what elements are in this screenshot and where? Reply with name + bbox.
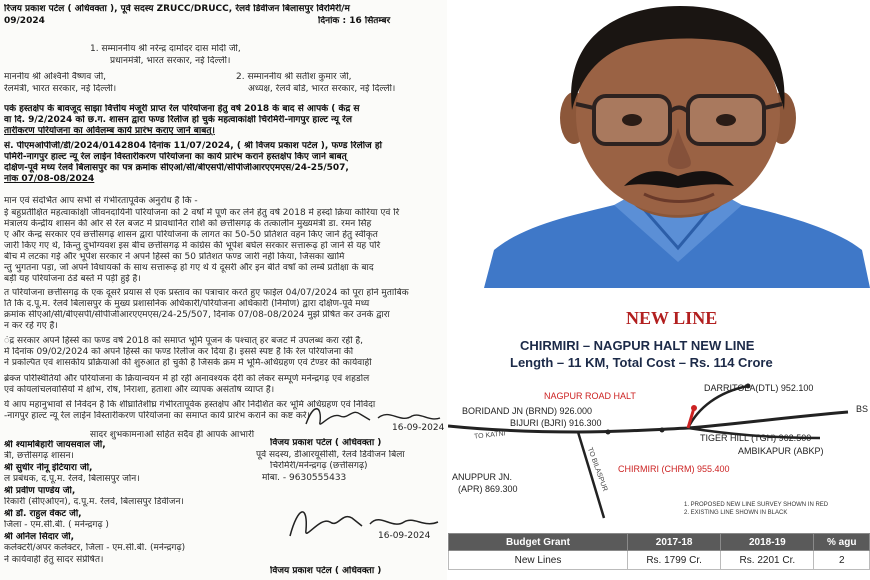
letter-ref: 09/2024 xyxy=(4,16,45,26)
table-row xyxy=(449,551,870,570)
copy-line: श्री प्रवीण पाण्डेय जी, xyxy=(4,486,76,496)
body-line: ति कि द.पू.म. रेलवे बिलासपुर के मुख्य प्रशासनिक अधिकारी/परियोजना अधिकारी (निर्माण) द्वारा दक्षिण-पूर्व मध्य xyxy=(4,299,370,309)
notice-title: NEW LINE xyxy=(626,308,718,328)
signatory-phone: मोबा. - 9630555433 xyxy=(262,473,347,483)
body-line: क्रमांक सीएओ/सी/बीएसपी/सीपीजीआरएएमएस/24-25/507, दिनांक 07/08-08/2024 मुझे प्रेषित कर उनके द्वारा xyxy=(4,310,390,320)
body-line: -नागपुर हाल्ट न्यू रेल लाईन विस्तारीकरण परियोजना का समाप्त कार्य प्रारंभ कराने का कष्ट करें। xyxy=(4,411,310,421)
station-anuppur-code: (APR) 869.300 xyxy=(458,484,518,494)
addressee-1: 1. सम्माननीय श्री नरेन्द्र दामोदर दास मोदी जी, xyxy=(90,44,241,54)
budget-header-cell: Budget Grant xyxy=(449,534,628,551)
signature-1 xyxy=(300,398,445,434)
signatory-name: विजय प्रकाश पटेल ( अधिवक्ता ) xyxy=(270,438,382,448)
body-line: ने प्रकल्पित एवं शासकीय प्रक्रियाओं की शुरुआत हो चुकी है जिसके क्रम में भूमि-अधिग्रहण एवं टेण्डर की कार्यवाही xyxy=(4,358,372,368)
budget-header-row xyxy=(449,534,870,551)
station-bijuri: BIJURI (BJRI) 916.300 xyxy=(510,418,602,428)
budget-cell: Rs. 2201 Cr. xyxy=(721,551,814,570)
budget-header-cell: % agu xyxy=(814,534,870,551)
body-line: न कर रहे गए हैं। xyxy=(4,321,58,331)
station-ambikapur: AMBIKAPUR (ABKP) xyxy=(738,446,824,456)
body-line: ए और केन्द्र सरकार एवं छत्तीसगढ़ शासन द्वारा परियोजना के लागत का 50-50 प्रतिशत वहन किए जाने हेतु स्वीकृत xyxy=(4,230,378,240)
copy-line: श्री श्यामबिहारी जायसवाल जी, xyxy=(4,440,106,450)
copy-line: श्री सुधीर नीनू इंटियारा जी, xyxy=(4,463,93,473)
direction-bilaspur: TO BILASPUR xyxy=(585,446,609,493)
copy-line: जिला - एम.सी.बी. ( मनेन्द्रगढ़ ) xyxy=(4,520,109,530)
body-line: ई बहुप्रतीक्षित महत्वाकांक्षी जीवनदायिनी परियोजना को 2 वर्षों में पूर्ण कर लेने हेतु वर्ष 2018 में हस्दो क्रिया कोरिया एवं रि xyxy=(4,208,400,218)
station-chirmiri: CHIRMIRI (CHRM) 955.400 xyxy=(618,464,730,474)
reference-line-2: पमिरी-नागपुर हाल्ट न्यू रेल लाईन विस्तारीकरण परियोजना का कार्य प्रारंभ कराने हस्तक्षेप किए जाने बाबत् xyxy=(4,152,347,162)
station-nagpur: NAGPUR ROAD HALT xyxy=(544,391,636,401)
body-line: जारी किए गए थे, किन्तु दुर्भाग्यवश इस बीच छत्तीसगढ़ में कांग्रेस की भूपेश बघेल सरकार सत्तारूढ़ हो जाने से यह परि xyxy=(4,241,381,251)
reference-line-1: सं. पीएमओपीजी/डी/2024/0142804 दिनांक 11/07/2024, ( श्री विजय प्रकाश पटेल ), फण्ड रिलीज हो xyxy=(4,141,382,151)
addressee-2-role: रेलमंत्री, भारत सरकार, नई दिल्ली। xyxy=(4,84,117,94)
body-line: में दिनांक 09/02/2024 को अपने हिस्से का फण्ड रिलीज कर दिया है। इससे स्पष्ट है कि रेल परियोजना की xyxy=(4,347,354,357)
letter-header: रिजय प्रकाश पटेल ( अधिवक्ता ), पूर्व सदस्य ZRUCC/DRUCC, रेलवे डिवीजन बिलासपुर विरमिरी/म xyxy=(4,4,350,14)
station-anuppur: ANUPPUR JN. xyxy=(452,472,513,482)
copy-line: त्री, छत्तीसगढ़ शासन। xyxy=(4,451,74,461)
copy-line: श्री अनिल सिदार जी, xyxy=(4,532,75,542)
addressee-1-role: प्रधानमंत्री, भारत सरकार, नई दिल्ली। xyxy=(110,56,231,66)
body-line: मंत्रालय केन्द्रीय शासन की ओर से रेल बजट में प्रावधानित राशि को छत्तीसगढ़ के तत्कालीन मुख्यमंत्री डा. रमन सिंह xyxy=(4,219,372,229)
station-tiger-hill: TIGER HILL (TGH) 962.500 xyxy=(700,433,812,443)
signatory-line: पूर्व सदस्य, डीआरयूसीसी, रेलवे डिवीजन बिला xyxy=(256,450,405,460)
station-edge-label: BS xyxy=(856,404,869,414)
budget-cell: 2 xyxy=(814,551,870,570)
body-line: ये आप महानुभावों से निवेदन है कि शीघ्रातिशीघ्र गंभीरतापूर्वक हस्तक्षेप और निर्देशित कर भूमि अधिग्रहण एवं निविदा xyxy=(4,400,376,410)
subject-line-3: तारीकरण परियोजना का अविलम्ब कार्य प्रारंभ कराए जाने बाबत्। xyxy=(4,126,215,136)
body-line: न्तु भुगतना पड़ा, जो अपने विधायकों के साथ सत्तारूढ़ हो गए थे ये दूसरी और इन बीते वर्षों को लम्बे प्रतीक्षा के बाद xyxy=(4,263,374,273)
addressee-2: माननीय श्री अश्विनी वैष्णव जी, xyxy=(4,72,107,82)
body-line: मान एवं संदर्भित आप सभी से गंभीरतापूर्वक अनुरोध है कि - xyxy=(4,196,198,206)
notice-route: CHIRMIRI – NAGPUR HALT NEW LINE xyxy=(520,338,755,353)
copy-line: ल प्रबंधक, द.पू.म. रेलवे, बिलासपुर जोन। xyxy=(4,474,140,484)
copy-line: रिकारी (सीएओएन), द.पू.म. रेलवे, बिलासपुर डिवीजन। xyxy=(4,497,184,507)
new-line-notice xyxy=(448,288,870,580)
budget-table xyxy=(448,533,870,570)
signatory-line: चिरमिरी/मनेन्द्रगढ़ (छत्तीसगढ़) xyxy=(270,461,368,471)
signature-1-date: 16-09-2024 xyxy=(392,423,445,433)
body-line: बीच में लटका गई और भूपेश सरकार ने अपने हिस्से का 50 प्रतिशत फण्ड जारी नहीं किया, जिसका खामि xyxy=(4,252,345,262)
addressee-3: 2. सम्माननीय श्री सतीश कुमार जी, xyxy=(236,72,352,82)
legend-proposed: 1. PROPOSED NEW LINE SURVEY SHOWN IN RED xyxy=(684,502,829,508)
station-darritola: DARRITOLA(DTL) 952.100 xyxy=(704,383,814,393)
subject-line-1: पके हस्तक्षेप के बावजूद साझा वित्तीय मंजूरी प्राप्त रेल परियोजना हेतु वर्ष 2018 के बाद से आपके ( केंद्र स xyxy=(4,104,360,114)
addressee-3-role: अध्यक्ष, रेलवे बोर्ड, भारत सरकार, नई दिल्ली। xyxy=(248,84,396,94)
body-line: त परियोजना छत्तीसगढ़ के एक दूसरे प्रयास से एक प्रस्ताव का पत्राचार करते हुए फाईल 04/07/2024 को पूरा होने मुताबिक xyxy=(4,288,409,298)
direction-katni: TO KATNI xyxy=(473,430,506,441)
budget-header-cell: 2017-18 xyxy=(628,534,721,551)
signature-2-date: 16-09-2024 xyxy=(378,531,431,541)
budget-cell: Rs. 1799 Cr. xyxy=(628,551,721,570)
legend-existing: 2. EXISTING LINE SHOWN IN BLACK xyxy=(684,510,788,516)
portrait-photo xyxy=(484,0,870,288)
budget-cell: New Lines xyxy=(449,551,628,570)
copy-line: कलेक्टरी/अपर कलेक्टर, जिला - एम.सी.बी. (मनेन्द्रगढ़) xyxy=(4,543,186,553)
signature-2 xyxy=(282,500,442,544)
budget-header-cell: 2018-19 xyxy=(721,534,814,551)
reference-line-4: नांक 07/08-08/2024 xyxy=(4,174,95,184)
reference-line-3: दक्षिण-पूर्व मध्य रेलवे बिलासपुर का पत्र क्रमांक सीएओ/सी/बीएसपी/सीपीजीआरएएमएस/24-25/507, xyxy=(4,163,349,173)
copy-line: ने कार्यवाही हेतु सादर संप्रेषित। xyxy=(4,555,104,565)
letter-date: दिनांक : 16 सितम्बर xyxy=(318,16,391,26)
subject-line-2: वा दि. 9/2/2024 को छ.ग. शासन द्वारा फण्ड रिलीज हो चुके महत्वाकांक्षी चिरमिरी-नागपुर हाल्ट न्यू रेल xyxy=(4,115,352,125)
body-line: एवं कोयलांचलवासियों में क्षोभ, रोष, निराशा, हताशा और व्यापक असंतोष व्याप्त है। xyxy=(4,385,275,395)
second-signatory-name: विजय प्रकाश पटेल ( अधिवक्ता ) xyxy=(270,566,382,576)
notice-summary: Length – 11 KM, Total Cost – Rs. 114 Crore xyxy=(510,355,773,370)
body-line: ब्रेक्ज परिस्थितियों और परियोजना के क्रियान्वयन में हो रही अनावश्यक देरी को लेकर सम्पूर्ण मनेन्द्रगढ़ एवं शहडोल xyxy=(4,374,370,384)
body-line: बड़ी यह परियोजना ठंडे बस्ते में पड़ी हुई है। xyxy=(4,274,141,284)
copy-line: श्री डॉ. राहुल वेंकट जी, xyxy=(4,509,82,519)
station-boridand: BORIDAND JN (BRND) 926.000 xyxy=(462,406,593,416)
body-line: ंद्र सरकार अपने हिस्से का फण्ड वर्ष 2018 को समाप्त भूमि पूजन के पश्चात् हर बजट में उपलब्ध करा रही है, xyxy=(4,336,364,346)
closing-line: सादर शुभकामनाओं सहित सदैव ही आपके आभारी xyxy=(90,430,255,440)
